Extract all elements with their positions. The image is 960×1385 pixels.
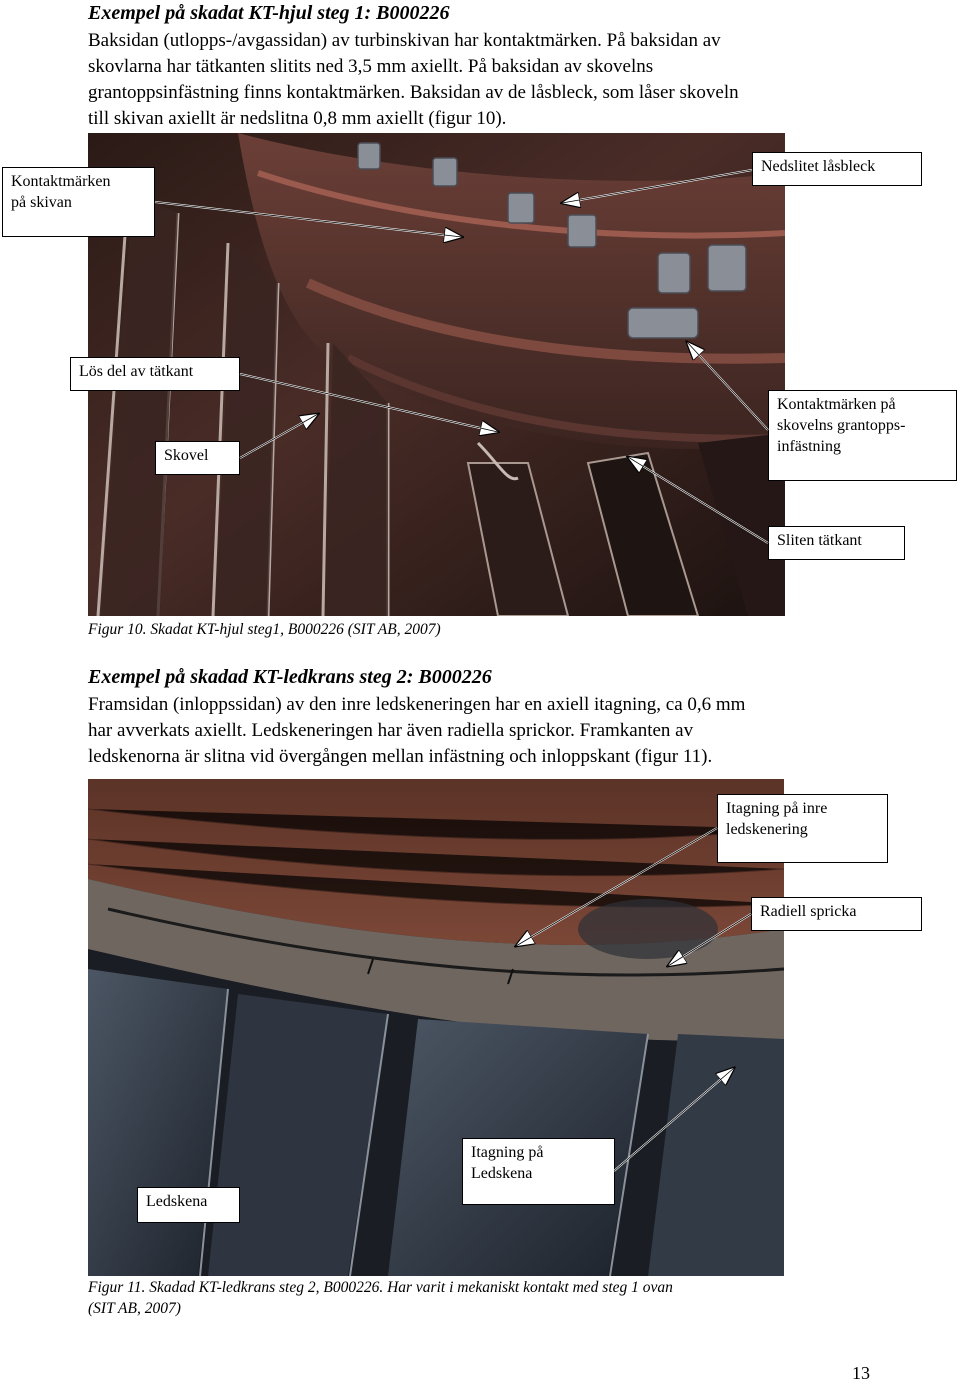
section1-paragraph: Baksidan (utlopps-/avgassidan) av turbinskivan har kontaktmärken. På baksidan av skovlarna har tätkanten slitits ned 3,5 mm axiellt. På baksidan av skovelns grantoppsinfästning finns kontaktmärken. Baksidan av de låsbleck, som låser skoveln till skivan axiellt är nedslitna 0,8 mm axiellt (figur 10).	[88, 30, 739, 129]
figure10-caption: Figur 10. Skadat KT-hjul steg1, B000226 (SIT AB, 2007)	[88, 621, 441, 638]
section1-heading: Exempel på skadat KT-hjul steg 1: B000226	[88, 2, 450, 24]
label-skovel: Skovel	[155, 441, 240, 475]
label-sliten-tatkant: Sliten tätkant	[768, 526, 905, 560]
label-itagning-inre: Itagning på inre ledskenering	[717, 794, 888, 863]
label-nedslitet-lasbleck: Nedslitet låsbleck	[752, 152, 922, 186]
label-radiell-spricka: Radiell spricka	[751, 897, 922, 931]
label-los-del-tatkant: Lös del av tätkant	[70, 357, 240, 391]
label-kontaktmarken-skivan: Kontaktmärken på skivan	[2, 167, 155, 237]
section2-heading: Exempel på skadad KT-ledkrans steg 2: B000226	[88, 666, 492, 688]
label-itagning-ledskena: Itagning på Ledskena	[462, 1138, 615, 1205]
label-ledskena: Ledskena	[137, 1187, 240, 1223]
label-kontaktmarken-skovel: Kontaktmärken på skovelns grantopps- infästning	[768, 390, 957, 481]
page-number: 13	[852, 1363, 870, 1383]
section2-paragraph: Framsidan (inloppssidan) av den inre ledskeneringen har en axiell itagning, ca 0,6 mm har avverkats axiellt. Ledskeneringen har även radiella sprickor. Framkanten av ledskenorna är slitna vid övergången mellan infästning och inloppskant (figur 11).	[88, 694, 746, 767]
figure11-caption: Figur 11. Skadad KT-ledkrans steg 2, B000226. Har varit i mekaniskt kontakt med steg 1 ovan (SIT AB, 2007)	[88, 1279, 673, 1317]
